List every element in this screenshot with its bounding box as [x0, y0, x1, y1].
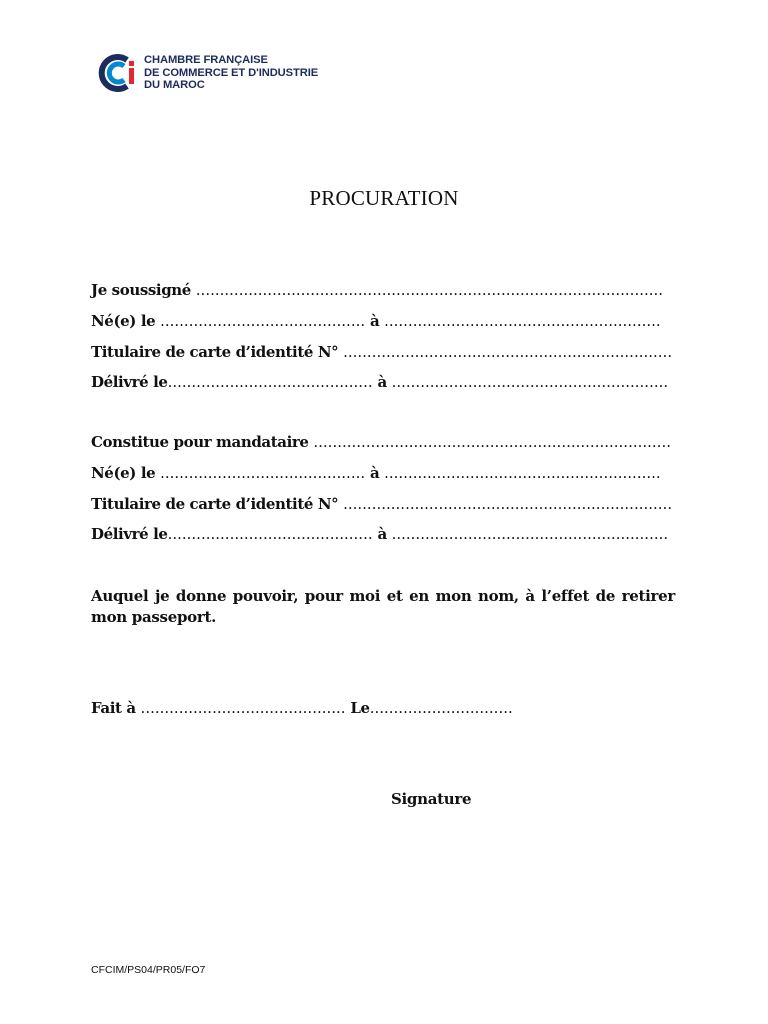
- mandant-ne-blank: ...........................................: [160, 312, 366, 330]
- mandant-id-blank: .....................................................................: [343, 343, 673, 361]
- mandataire-delivre-place-blank: ..........................................................: [391, 525, 669, 543]
- fait-date-blank: ..............................: [369, 699, 513, 717]
- mandataire-a-label: à: [369, 464, 380, 482]
- mandataire-blank: ...........................................................................: [313, 433, 671, 451]
- mandant-a-label: à: [369, 312, 380, 330]
- document-title: PROCURATION: [309, 186, 459, 210]
- le-label: Le: [350, 699, 370, 717]
- mandataire-titulaire-label: Titulaire de carte d’identité N°: [91, 495, 339, 513]
- cfcim-logo: [95, 50, 318, 96]
- logo-text: [144, 54, 318, 92]
- fait-label: Fait à: [91, 699, 136, 717]
- soussigne-blank: ..................................................................................................: [195, 281, 664, 299]
- logo-line-2: DE COMMERCE ET D'INDUSTRIE: [144, 66, 319, 79]
- mandataire-id-blank: .....................................................................: [343, 495, 673, 513]
- mandataire-delivre-a-label: à: [377, 525, 387, 543]
- fait-place-blank: ...........................................: [140, 699, 346, 717]
- mandataire-birth-field: [91, 464, 661, 482]
- soussigne-field: [91, 281, 663, 299]
- mandant-delivre-blank: ...........................................: [167, 373, 373, 391]
- mandataire-ne-label: Né(e) le: [91, 464, 156, 482]
- mandataire-delivery-field: [91, 525, 668, 543]
- fait-field: [91, 699, 513, 717]
- mandataire-delivre-label: Délivré le: [91, 525, 168, 543]
- logo-line-1: CHAMBRE FRANÇAISE: [144, 54, 268, 67]
- mandant-delivre-a-label: à: [377, 373, 387, 391]
- mandant-birth-field: [91, 312, 661, 330]
- mandataire-birthplace-blank: ..........................................................: [384, 464, 661, 482]
- pouvoir-paragraph: Auquel je donne pouvoir, pour moi et en mon nom, à l’effet de retirer mon passeport.: [91, 587, 675, 626]
- mandataire-field: [91, 433, 671, 451]
- cci-logo-icon: [95, 50, 141, 96]
- constitue-label: Constitue pour mandataire: [91, 433, 309, 451]
- mandant-delivre-label: Délivré le: [91, 373, 168, 391]
- soussigne-label: Je soussigné: [91, 281, 191, 299]
- mandataire-delivre-blank: ...........................................: [167, 525, 373, 543]
- mandataire-ne-blank: ...........................................: [160, 464, 366, 482]
- mandant-birthplace-blank: ..........................................................: [384, 312, 661, 330]
- mandant-delivre-place-blank: ..........................................................: [391, 373, 669, 391]
- mandant-ne-label: Né(e) le: [91, 312, 156, 330]
- mandant-delivery-field: [91, 373, 668, 391]
- mandataire-id-field: [91, 495, 672, 513]
- mandant-id-field: [91, 343, 672, 361]
- signature-label: Signature: [391, 790, 472, 808]
- document-reference: CFCIM/PS04/PR05/FO7: [91, 964, 206, 976]
- mandant-titulaire-label: Titulaire de carte d’identité N°: [91, 343, 339, 361]
- logo-line-3: DU MAROC: [144, 79, 205, 92]
